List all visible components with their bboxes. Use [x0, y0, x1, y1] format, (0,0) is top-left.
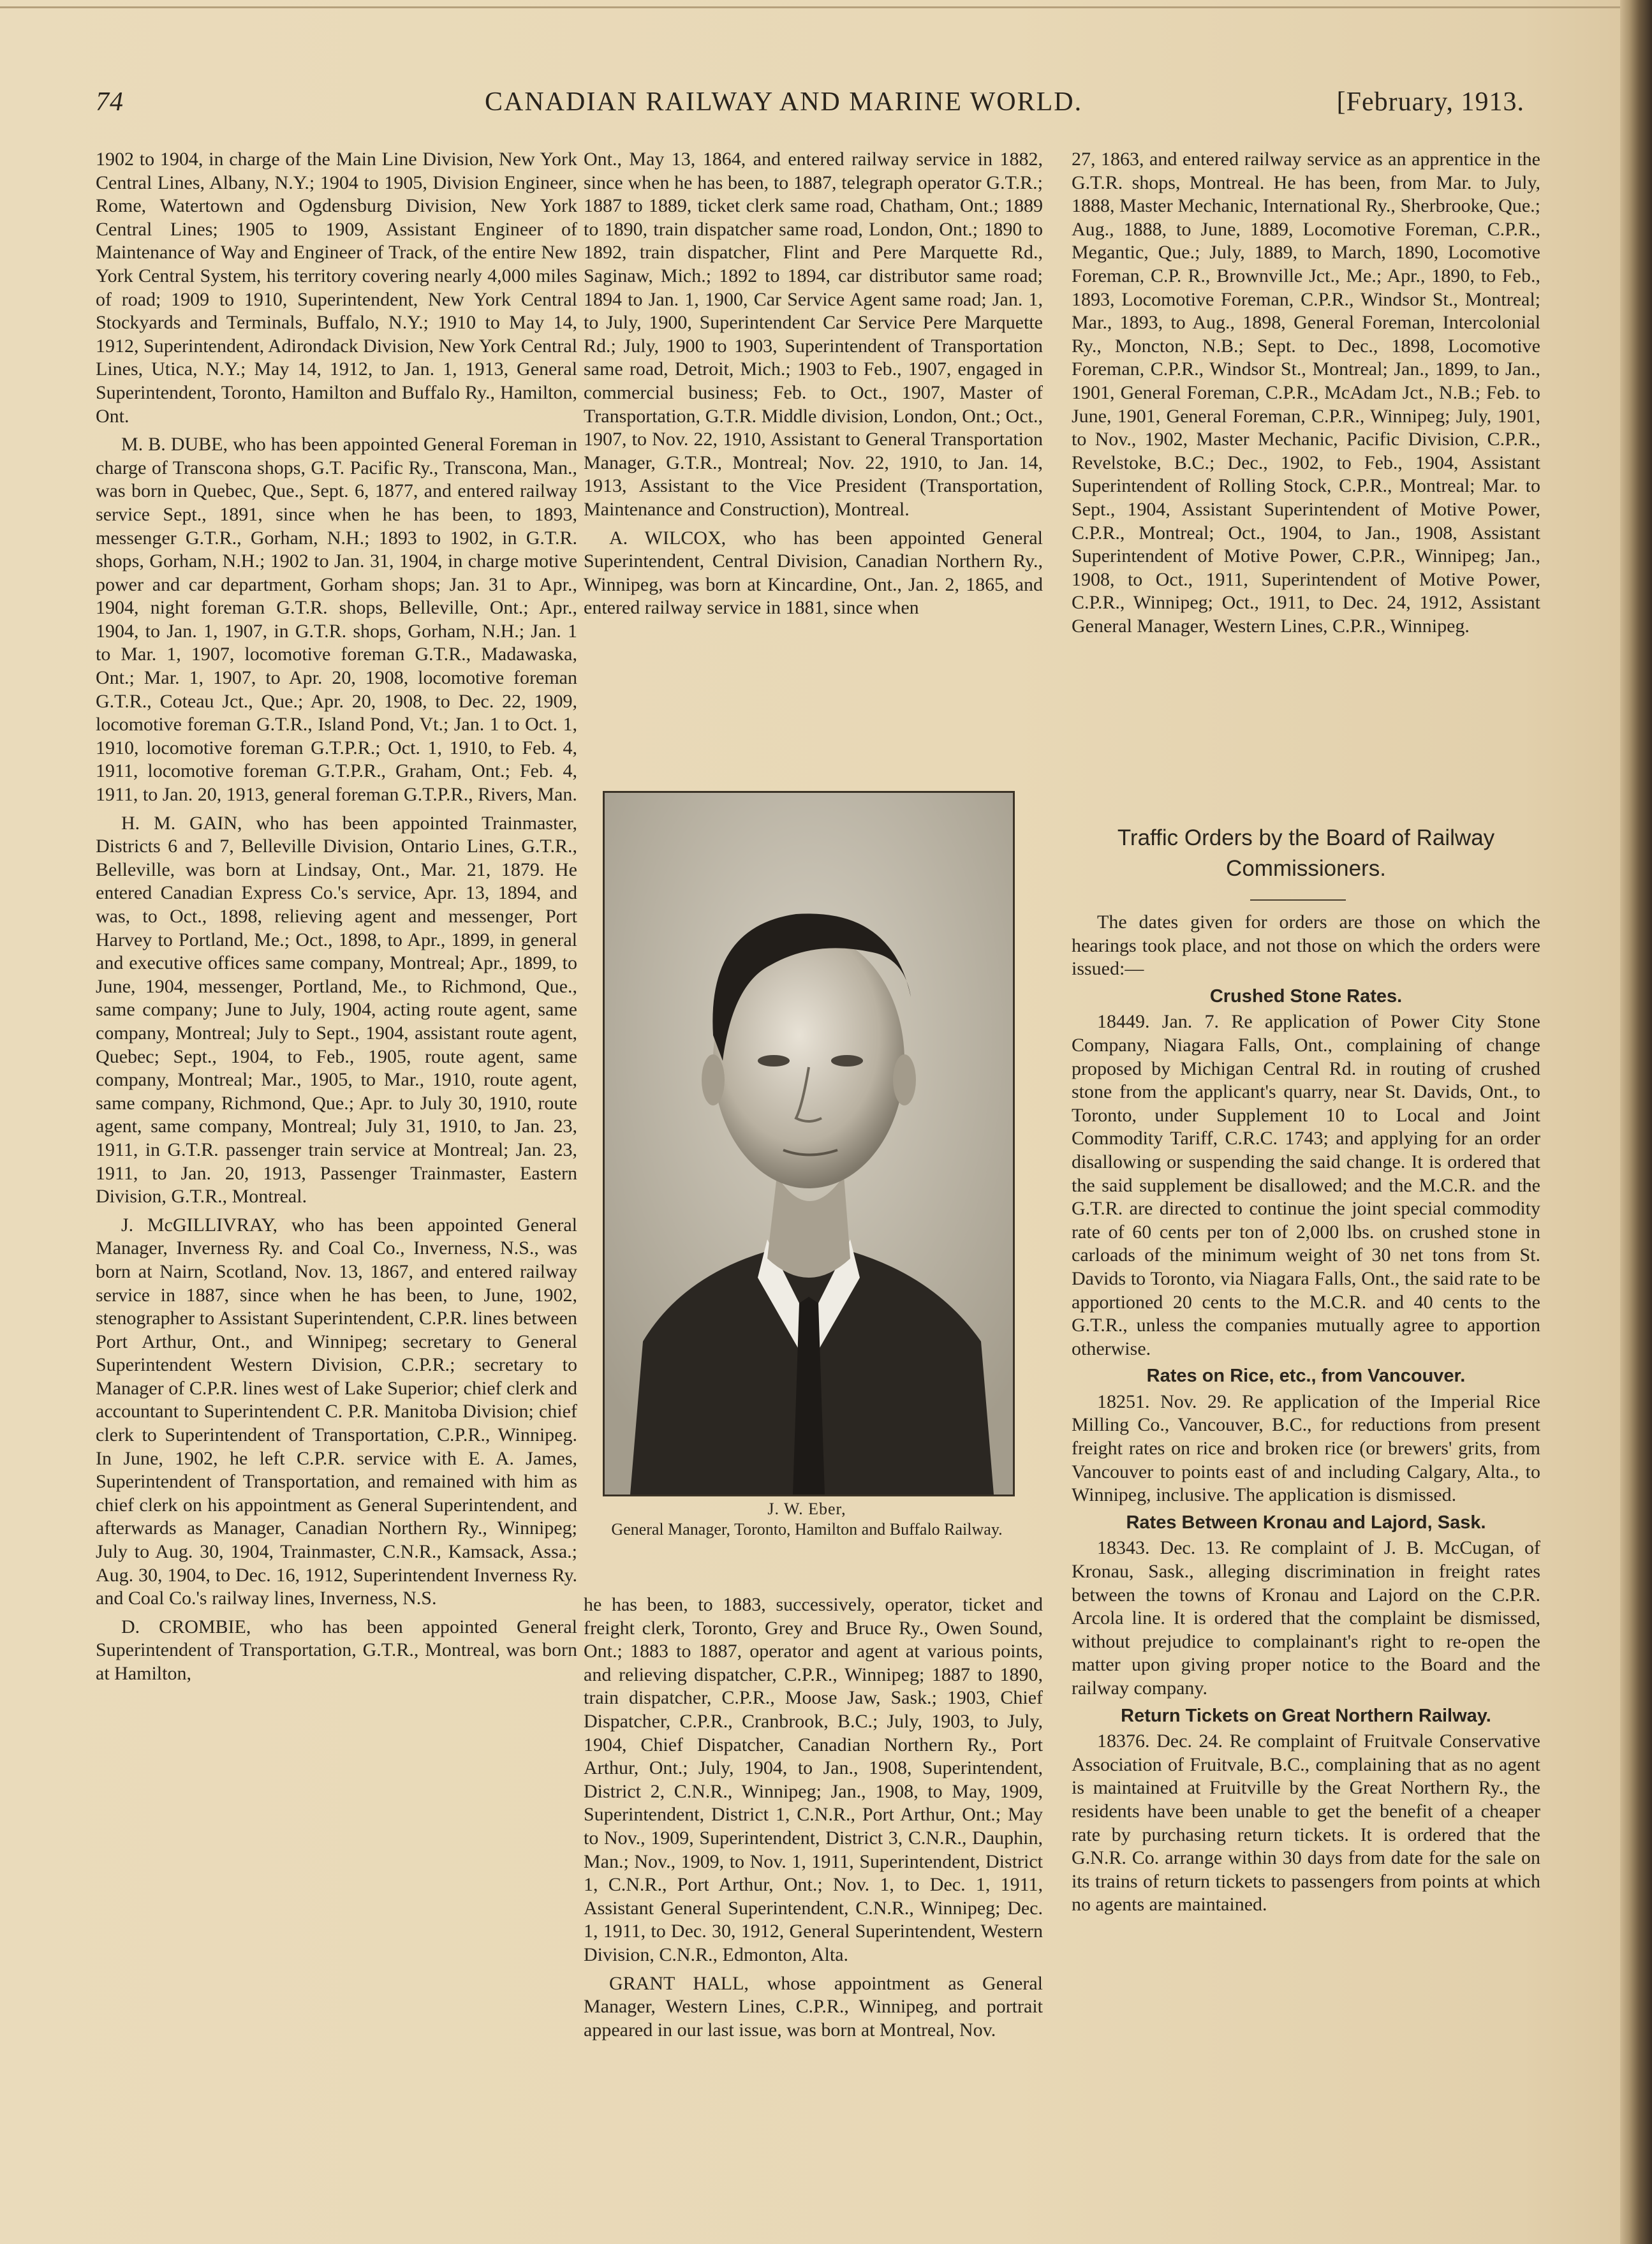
column-3-top [1072, 148, 1540, 643]
running-header [96, 87, 1524, 125]
column-1 [96, 148, 577, 1691]
order-paragraph: 18343. Dec. 13. Re complaint of J. B. McCugan, of Kronau, Sask., alleging discrimination in freight rates between the towns of Kronau and Lajord on the C.P.R. Arcola line. It is ordered that the complaint be dismissed, without prejudice to complainant's right to re-open the matter upon giving proper notice to the Board and the railway company. [1072, 1537, 1540, 1699]
order-paragraph: 18376. Dec. 24. Re complaint of Fruitvale Conservative Association of Fruitvale, B.C., complaining that as no agent is maintained at Fruitville by the Great Northern Ry., the residents have been unable to get the benefit of a cheaper rate by purchasing return tickets. It is ordered that the G.N.R. Co. arrange within 30 days from date for the sale on its trains of return tickets to passengers from points at which no agents are maintained. [1072, 1731, 1540, 1916]
photo-caption [590, 1499, 1024, 1540]
paragraph: A. WILCOX, who has been appointed General Superintendent, Central Division, Canadian Northern Ry., Winnipeg, was born at Kincardine, Ont., Jan. 2, 1865, and entered railway service in 1881, since when [584, 527, 1043, 619]
order-paragraph: 18449. Jan. 7. Re application of Power City Stone Company, Niagara Falls, Ont., complaining of change proposed by Michigan Central Rd. in routing of crushed stone from the applicant's quarry, near St. Davids, Ont., to Toronto, under Supplement 10 to Local and Joint Commodity Tariff, C.R.C. 1743; and applying for an order disallowing or suspending the said change. It is ordered that the said supplement be disallowed; and the M.C.R. and the G.T.R. are directed to continue the joint special commodity rate of 60 cents per ton of 2,000 lbs. on crushed stone in carloads of the minimum weight of 30 net tons from St. Davids to Toronto, via Niagara Falls, Ont., the said rate to be apportioned 20 cents to the M.C.R. and 40 cents to the G.T.R., unless the companies mutually agree to apportion otherwise. [1072, 1011, 1540, 1359]
paragraph: GRANT HALL, whose appointment as General Manager, Western Lines, C.P.R., Winnipeg, and portrait appeared in our last issue, was born at Montreal, Nov. [584, 1972, 1043, 2041]
section-heading: Traffic Orders by the Board of Railway Commissioners. [1117, 825, 1495, 881]
caption-title: General Manager, Toronto, Hamilton and Buffalo Railway. [611, 1520, 1003, 1539]
subheading: Rates Between Kronau and Lajord, Sask. [1126, 1512, 1486, 1533]
column-2-bottom [584, 1593, 1043, 2047]
subheading: Return Tickets on Great Northern Railway. [1121, 1705, 1491, 1726]
caption-name: J. W. Eber, [767, 1500, 846, 1518]
page-number: 74 [96, 87, 124, 117]
page-binding-shadow [1620, 0, 1652, 2244]
paragraph: 27, 1863, and entered railway service as an apprentice in the G.T.R. shops, Montreal. He has been, from Mar. to July, 1888, Master Mechanic, International Ry., Sherbrooke, Que.; Aug., 1888, to June, 1889, Locomotive Foreman, C.P.R., Megantic, Que.; July, 1889, to March, 1890, Locomotive Foreman, C.P. R., Brownville Jct., Me.; Apr., 1890, to Feb., 1893, Locomotive Foreman, C.P.R., Windsor St., Montreal; Mar., 1893, to Aug., 1898, General Foreman, Intercolonial Ry., Moncton, N.B.; Sept. to Dec., 1898, Locomotive Foreman, C.P.R., Windsor St., Montreal; Jan., 1899, to Jan., 1901, General Foreman, C.P.R., McAdam Jct., N.B.; Feb. to June, 1901, General Foreman, C.P.R., Winnipeg; July, 1901, to Nov., 1902, Master Mechanic, Pacific Division, C.P.R., Revelstoke, B.C.; Dec., 1902, to Feb., 1904, Assistant Superintendent of Rolling Stock, C.P.R., Montreal; Mar. to Sept., 1904, Assistant Superintendent of Motive Power, C.P.R., Montreal; Oct., 1904, to Jan., 1908, Assistant Superintendent of Motive Power, C.P.R., Winnipeg; Jan., 1908, to Oct., 1911, Superintendent of Motive Power, C.P.R., Winnipeg; Oct., 1911, to Dec. 24, 1912, Assistant General Manager, Western Lines, C.P.R., Winnipeg. [1072, 149, 1540, 637]
paragraph: he has been, to 1883, successively, operator, ticket and freight clerk, Toronto, Grey and Bruce Ry., Owen Sound, Ont.; 1883 to 1887, operator and agent at various points, and relieving dispatcher, C.P.R., Winnipeg; 1887 to 1890, train dispatcher, C.P.R., Moose Jaw, Sask.; 1903, Chief Dispatcher, C.P.R., Cranbrook, B.C.; July, 1903, to July, 1904, Chief Dispatcher, Canadian Northern Ry., Port Arthur, Ont.; July, 1904, to Jan., 1908, Superintendent, District 2, C.N.R., Winnipeg; Jan., 1908, to May, 1909, Superintendent, District 1, C.N.R., Port Arthur, Ont.; May to Nov., 1909, Superintendent, District 3, C.N.R., Dauphin, Man.; Nov., 1909, to Nov. 1, 1911, Superintendent, District 1, C.N.R., Port Arthur, Ont.; Nov. 1, to Dec. 1, 1911, Assistant General Superintendent, C.N.R., Winnipeg; Dec. 1, 1911, to Dec. 30, 1912, General Superintendent, Western Division, C.N.R., Edmonton, Alta. [584, 1594, 1043, 1965]
portrait-photo [603, 791, 1015, 1496]
intro-paragraph: The dates given for orders are those on which the hearings took place, and not those on which the orders were issued:— [1072, 912, 1540, 980]
issue-date: [February, 1913. [1336, 87, 1524, 117]
heading-rule [1250, 899, 1346, 901]
paragraph: M. B. DUBE, who has been appointed General Foreman in charge of Transcona shops, G.T. Pacific Ry., Transcona, Man., was born in Quebec, Que., Sept. 6, 1877, and entered railway service Sept., 1891, since when he has been, to 1893, messenger G.T.R., Gorham, N.H.; 1893 to 1902, in G.T.R. shops, Gorham, N.H.; 1902 to Jan. 31, 1904, in charge motive power and car department, Gorham shops; Jan. 31 to Apr., 1904, night foreman G.T.R. shops, Belleville, Ont.; Apr., 1904, to Jan. 1, 1907, in G.T.R. shops, Gorham, N.H.; Jan. 1 to Mar. 1, 1907, locomotive foreman G.T.R., Madawaska, Ont.; Mar. 1, 1907, to Apr. 20, 1908, locomotive foreman G.T.R., Coteau Jct., Que.; Apr. 20, 1908, to Dec. 22, 1909, locomotive foreman G.T.R., Island Pond, Vt.; Jan. 1 to Oct. 1, 1910, locomotive foreman G.T.P.R.; Oct. 1, 1910, to Feb. 4, 1911, locomotive foreman G.T.P.R., Graham, Ont.; Feb. 4, 1911, to Jan. 20, 1913, general foreman G.T.P.R., Rivers, Man. [96, 434, 577, 806]
paragraph: 1902 to 1904, in charge of the Main Line Division, New York Central Lines, Albany, N.Y.; 1904 to 1905, Division Engineer, Rome, Watertown and Ogdensburg Division, New York Central Lines; 1905 to 1909, Assistant Engineer of Maintenance of Way and Engineer of Track, of the entire New York Central System, his territory covering nearly 4,000 miles of road; 1909 to 1910, Superintendent, New York Central Stockyards and Terminals, Buffalo, N.Y.; 1910 to May 14, 1912, Superintendent, Adirondack Division, New York Central Lines, Utica, N.Y.; May 14, 1912, to Jan. 1, 1913, General Superintendent, Toronto, Hamilton and Buffalo Ry., Hamilton, Ont. [96, 149, 577, 427]
column-2-top [584, 148, 1043, 625]
paragraph: H. M. GAIN, who has been appointed Trainmaster, Districts 6 and 7, Belleville Division, Ontario Lines, G.T.R., Belleville, was born at Lindsay, Ont., Mar. 21, 1879. He entered Canadian Express Co.'s service, Apr. 13, 1894, and was, to Oct., 1898, relieving agent and messenger, Port Harvey to Portland, Me.; Oct., 1898, to Apr., 1899, in general and executive offices same company, Montreal; Apr., 1899, to June, 1904, messenger, Portland, Me., to Richmond, Que., same company; June to July, 1904, acting route agent, same company, Montreal; July to Sept., 1904, assistant route agent, Quebec; Sept., 1904, to Feb., 1905, route agent, same company, Montreal; Mar., 1905, to Mar., 1910, route agent, same company, Richmond, Que.; Apr. to July 30, 1910, route agent, same company, Montreal; July 31, 1910, to Jan. 23, 1911, in G.T.R. passenger train service at Montreal; Jan. 23, 1911, to Jan. 20, 1913, Passenger Trainmaster, Eastern Division, G.T.R., Montreal. [96, 812, 577, 1207]
paragraph: J. McGILLIVRAY, who has been appointed General Manager, Inverness Ry. and Coal Co., Inverness, N.S., was born at Nairn, Scotland, Nov. 13, 1867, and entered railway service in 1887, since when he has been, to June, 1902, stenographer to Assistant Superintendent, C.P.R. lines between Port Arthur, Ont., and Winnipeg; secretary to General Superintendent Western Division, C.P.R.; secretary to Manager of C.P.R. lines west of Lake Superior; chief clerk and accountant to Superintendent C. P.R. Manitoba Division; chief clerk to Superintendent of Transportation, C.P.R., Winnipeg. In June, 1902, he left C.P.R. service with E. A. James, Superintendent of Transportation, and remained with him as chief clerk on his appointment as General Superintendent, and afterwards as Manager, Canadian Northern Ry., Winnipeg; July to Aug. 30, 1904, Trainmaster, C.N.R., Kamsack, Assa.; Aug. 30, 1904, to Dec. 16, 1912, Superintendent Inverness Ry. and Coal Co.'s railway lines, Inverness, N.S. [96, 1214, 577, 1609]
order-paragraph: 18251. Nov. 29. Re application of the Imperial Rice Milling Co., Vancouver, B.C., for reductions from present freight rates on rice and broken rice (or brewers' grits, from Vancouver to points east of and including Calgary, Alta., to Winnipeg, inclusive. The application is dismissed. [1072, 1391, 1540, 1506]
paragraph: Ont., May 13, 1864, and entered railway service in 1882, since when he has been, to 1887, telegraph operator G.T.R.; 1887 to 1889, ticket clerk same road, Chatham, Ont.; 1889 to 1890, train dispatcher same road, London, Ont.; 1890 to 1892, train dispatcher, Flint and Pere Marquette Rd., Saginaw, Mich.; 1892 to 1894, car distributor same road; 1894 to Jan. 1, 1900, Car Service Agent same road; Jan. 1, to July, 1900, Superintendent Car Service Pere Marquette Rd.; July, 1900 to 1903, Superintendent of Transportation same road, Detroit, Mich.; 1903 to Feb., 1907, engaged in commercial business; Feb. to Oct., 1907, Master of Transportation, G.T.R. Middle division, London, Ont.; Oct., 1907, to Nov. 22, 1910, Assistant to General Transportation Manager, G.T.R., Montreal; Nov. 22, 1910, to Jan. 14, 1913, Assistant to the Vice President (Transportation, Maintenance and Construction), Montreal. [584, 149, 1043, 520]
top-rule [0, 6, 1620, 8]
traffic-orders [1072, 911, 1540, 1921]
paragraph: D. CROMBIE, who has been appointed General Superintendent of Transportation, G.T.R., Montreal, was born at Hamilton, [96, 1616, 577, 1684]
subheading: Rates on Rice, etc., from Vancouver. [1146, 1366, 1466, 1387]
publication-title: CANADIAN RAILWAY AND MARINE WORLD. [485, 87, 1083, 117]
portrait-illustration [605, 793, 1013, 1495]
subheading: Crushed Stone Rates. [1209, 985, 1403, 1007]
